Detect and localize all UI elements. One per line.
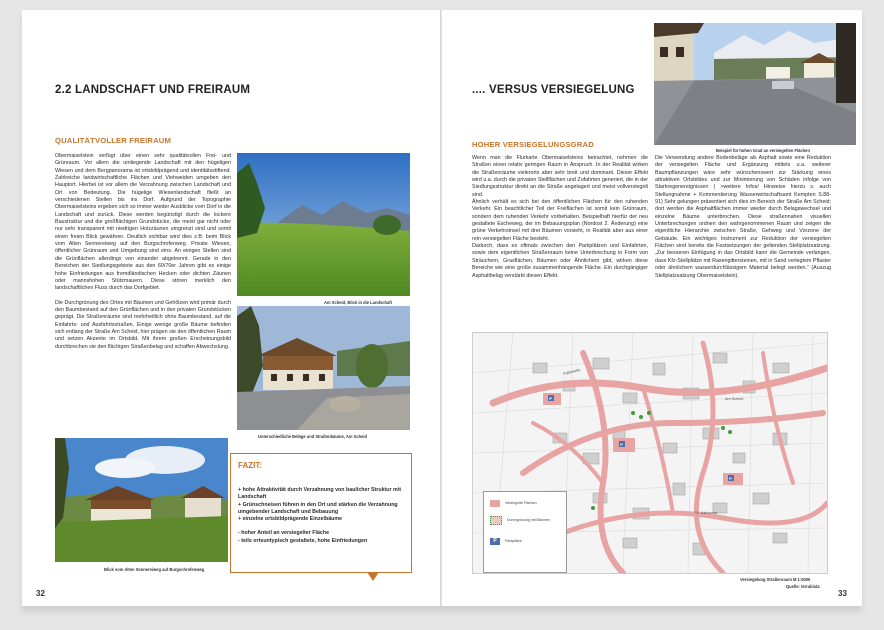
left-heading: 2.2 LANDSCHAFT UND FREIRAUM xyxy=(55,84,251,96)
caption-top-photo: Beispiel für hohen Grad an versiegelten Flächen xyxy=(716,148,810,153)
fazit-positive-3: + einzelne ortsbildprägende Einzelbäume xyxy=(238,516,343,523)
left-subheading: QUALITÄTVOLLER FREIRAUM xyxy=(55,136,171,145)
svg-text:P: P xyxy=(620,442,623,447)
fazit-negative-1: - hoher Anteil an versiegelter Fläche xyxy=(238,530,330,537)
map-source: Quelle: terrabista xyxy=(786,584,820,589)
street-house-photo xyxy=(237,306,410,430)
map-legend xyxy=(483,491,567,573)
left-paragraph-1: Obermaiselstein verfügt über einen sehr qualitätvollen Frei- und Grünraum. Vor allem die umliegende Landschaft mit den hügeligen Wiesen und dem Bergpanorama ist ortsbildprägend und identitätsstiftend. Zahlreiche landwirtschaftliche Flächen und Viehweiden umgeben den Hauptort. Hierbei ist vor allem die Verzahnung zwischen Landschaft und Ort von Bedeutung. Die hügelige Wiesenlandschaft fließt an verschiedenen Stellen bis ins Dorf. Aufgrund der Topographie Obermaiselsteins ergeben sich so immer wieder Ausblicke vom Dorf in die Landschaft und zurück. Diese werden begünstigt durch die lockere Baustruktur und die großflächigen Grundstücke, die meist gar nicht oder nur sehr transparent mit niedrigen Holzzäunen umgrenzt sind und somit einen freien Blick gewähren. Deutlich sichtbar wird dies z.B. beim Blick vom Alten Sennereiweg auf den Burgschrofenweg. Private Wiesen, öffentlicher Grünraum und Umgebung sind eins. An einigen Stellen sind die Grünflächen allerdings von einander abgetrennt. Gerade in den Bereichen der Siedlungsgebiete aus den 60/70er Jahren gibt es einige hohe Einfriedungen aus fremdländischen Hecken oder dichten Zäunen oder mannshohen Stützmauern. Diese stören merklich den landschaftlichen Fluss durch das Dorfgebiet. xyxy=(55,153,231,292)
right-col2-para-1: Die Verwendung andere Bodenbeläge als Asphalt sowie eine Reduktion der versiegelten Fläche und Ergänzung mittels u.a. weiterer Baumpflanzungen wäre sehr wünschenswert zur Stärkung eines attraktiven Ortsbildes und zur Minimierung von Schäden infolge von Starkregenereignissen ( >weitere Infos/ Hinweise hierzu s. auch Stellungnahme + Kommentierung Wasserwirtschaftsamt Kempten S.88-91) Sehr gelungen präsentiert sich dies im Bereich der Straße Am Scheid; dort werden die Asphaltflächen immer wieder durch Belagswechsel und einzelne Bäume unterbrochen. Diese straßennahen visuellen Unterbrechungen ordnen den wahrgenommenen Raum und zeigen die eigentliche Hierarchie zwischen Straße, Gehweg und Vorzone der Gebäude. Ein wichtiges Instrument zur Reduktion der versiegelten Flächen sind bereits die Festsetzungen der geltenden Stellplatzsatzung. „Zur besseren Einfügung in das Ortsbild kann die Gemeinde verlangen, dass Kfz-Stellplätze mit Rasengittersteinen, mit in Sand verlegtem Pflaster oder ähnlichem wasserdurchlässigem Material belegt werden.“ (Auszug Stellplatzsatzung Obermaiselstein). xyxy=(655,155,831,279)
left-page xyxy=(22,10,442,606)
right-col2-text xyxy=(655,155,831,280)
right-col1-para-3: Dadurch, dass es oftmals zwischen den Parkplätzen und Einfahrten, sowie dem eigentlichen Straßenraum keine Unterbrechung in Form von Sträuchern, Grasflächen, Bäumen oder Ähnlichem gibt, wirken diese Bereiche wie eine große zusammenhängende Fläche. Ein durchgängiger Asphaltbelag verstärkt diesen Effekt. xyxy=(472,243,648,279)
map-label-st-katharina: St. Katharina xyxy=(695,511,717,515)
map-caption: Versiegelung Straßenraum M 1:5000 xyxy=(740,577,811,582)
right-col1-para-1: Wenn man die Flurkarte Obermaiselsteins betrachtet, nehmen die Straßen einen relativ geringen Raum in Anspruch. In der Realität wirken die Straßenräume vielerorts aber sehr breit und dominant. Dieser Effekt wird u.a. durch die privaten Stellflächen und Zufahrten generiert, die in der Siedlungsstruktur direkt an die Straße angelagert und meist vollversiegelt sind. xyxy=(472,155,648,198)
caption-photo3: Blick vom Alten Sennereiweg auf Burgschrofenweg xyxy=(104,567,205,572)
fazit-box xyxy=(230,453,412,573)
page-number-right: 33 xyxy=(838,589,847,598)
parking-icon: P xyxy=(490,538,500,545)
legend-label-parking: Parkplätze xyxy=(505,539,522,544)
sennereiweg-photo xyxy=(55,438,228,562)
sealing-map xyxy=(472,332,828,574)
page-number-left: 32 xyxy=(36,589,45,598)
legend-label-sealed: Versiegelte Flächen xyxy=(505,501,537,506)
fazit-positive-1: + hohe Attraktivität durch Verzahnung von baulicher Struktur mit Landschaft xyxy=(238,487,402,501)
legend-swatch-sealed xyxy=(490,500,500,507)
caption-photo2: Unterschiedliche Beläge und Straßenbäume, Am Scheid xyxy=(258,434,368,439)
fazit-negative-2: - teils ortsuntypisch gestaltete, hohe Einfriedungen xyxy=(238,537,368,544)
right-col1-text xyxy=(472,155,648,280)
right-subheading: HOHER VERSIEGELUNGSGRAD xyxy=(472,140,594,149)
legend-swatch-greening xyxy=(490,516,502,525)
svg-text:P: P xyxy=(549,396,552,401)
right-col1-para-2: Ähnlich verhält es sich bei den öffentlichen Flächen für den ruhenden Verkehr. Ein beachtlicher Teil der Freiflächen ist somit kein Grünraum, sondern dem ruhenden Verkehr vorbehalten. Beispielhaft hierfür der neu gestaltete Escheweg, der im Bebauungsplan (Nordost 2. Änderung) eine grüne Verkehrsinsel mit drei Bäumen vorsieht, in Realität aber aus einer rein versiegelten Fläche besteht. xyxy=(472,199,648,242)
svg-text:P: P xyxy=(729,476,732,481)
map-label-am-scheid: Am Scheid xyxy=(725,397,744,401)
right-heading: .... VERSUS VERSIEGELUNG xyxy=(472,84,635,96)
caption-photo1: Am Scheid, Blick in die Landschaft xyxy=(324,300,393,305)
map-label-passstrasse: Paßstraße xyxy=(562,367,581,377)
sealed-street-photo xyxy=(654,23,856,145)
fazit-positive-2: + Grünschneisen führen in den Ort und stärken die Verzahnung umgebender Landschaft und Bebauung xyxy=(238,501,398,515)
legend-item-sealed xyxy=(490,500,560,507)
right-page xyxy=(442,10,862,606)
fazit-title: FAZIT: xyxy=(238,461,262,470)
legend-label-greening: Durchgrünung mit Bäumen xyxy=(507,518,550,523)
left-paragraph-2: Die Durchgrünung des Ortes mit Bäumen und Gehölzen wird primär durch den Baumbestand auf den Grünflächen und in den privaten Grundstücken geprägt. Die Straßenräume sind mehrheitlich ohne Baumbestand, auf die Einfahrts- und Ausfahrtsstraßen. Einige wenige große Bäume befinden sich entlang der Straße Am Scheid, hier prägen sie den öffentlichen Raum und setzen Akzente im Ortsbild. Mit ihrem großen Erscheinungsbild durchbrechen sie den flächigen Straßenbelag und schaffen Abwechslung. xyxy=(55,299,231,350)
landscape-photo xyxy=(237,153,410,296)
legend-item-greening xyxy=(490,516,562,525)
legend-item-parking xyxy=(490,538,560,545)
left-body-text xyxy=(55,153,231,351)
fazit-body xyxy=(238,487,408,545)
